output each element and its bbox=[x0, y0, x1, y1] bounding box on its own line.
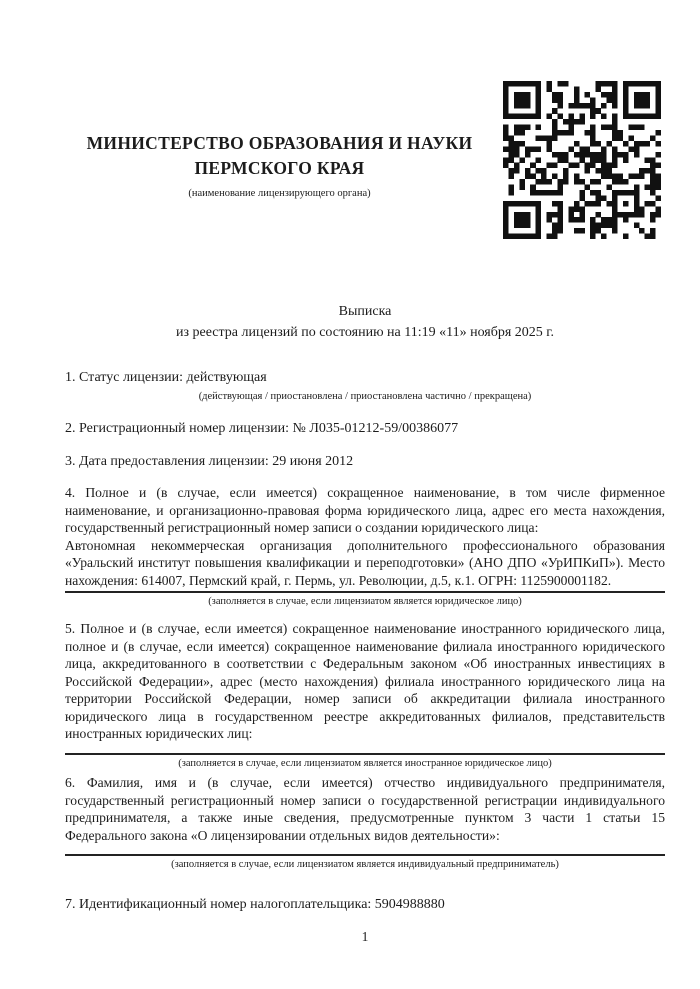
item-foreign-entity bbox=[65, 620, 665, 770]
legal-entity-question: 4. Полное и (в случае, если имеется) сокращенное наименование, в том числе фирменное наименование, и организационно-правовая форма юридического лица, адрес его места нахождения, государственный регистрационный номер записи о создании юридического лица: bbox=[65, 485, 665, 535]
document-title-line1: Выписка bbox=[338, 304, 392, 319]
license-status-options-caption: (действующая / приостановлена / приостановлена частично / прекращена) bbox=[198, 390, 532, 402]
licensing-authority-header bbox=[62, 131, 497, 200]
foreign-entity-caption: (заполняется в случае, если лицензиатом является иностранное юридическое лицо) bbox=[178, 757, 552, 769]
item-grant-date bbox=[65, 453, 665, 471]
item-license-status bbox=[65, 369, 665, 403]
ministry-name-line2: ПЕРМСКОГО КРАЯ bbox=[194, 158, 365, 178]
entrepreneur-question: 6. Фамилия, имя и (в случае, если имеется) отчество индивидуального предпринимателя, государственный регистрационный номер записи о государственной регистрации индивидуального предпринимателя, а также иные сведения, предусмотренные пунктом 3 части 1 статьи 15 Федерального закона «О лицензировании отдельных видов деятельности»: bbox=[65, 775, 665, 843]
page-number: 1 bbox=[361, 929, 369, 944]
qr-code-icon bbox=[503, 81, 661, 239]
item-entrepreneur bbox=[65, 774, 665, 871]
legal-entity-answer: Автономная некоммерческая организация дополнительного профессионального образования «Уральский институт повышения квалификации и переподготовки» (АНО ДПО «УрИПКиП»). Место нахождения: 614007, Пермский край, г. Пермь, ул. Революции, д.5, к.1. ОГРН: 1125900001182. bbox=[65, 537, 665, 588]
fill-in-line bbox=[65, 753, 665, 755]
item-registration-number bbox=[65, 420, 665, 438]
legal-entity-caption: (заполняется в случае, если лицензиатом является юридическое лицо) bbox=[208, 596, 522, 607]
item-taxpayer-id bbox=[65, 896, 665, 914]
license-status-text: 1. Статус лицензии: действующая bbox=[65, 370, 267, 385]
fill-in-line bbox=[65, 591, 665, 593]
ministry-name-line1: МИНИСТЕРСТВО ОБРАЗОВАНИЯ И НАУКИ bbox=[86, 133, 473, 153]
foreign-entity-question: 5. Полное и (в случае, если имеется) сокращенное наименование иностранного юридического лица, полное и (в случае, если имеется) сокращенное наименование филиала иностранного юридического лица, аккредитованного в соответствии с Федеральным законом «Об иностранных инвестициях в Российской Федерации», адрес (место нахождения) филиала иностранного юридического лица на территории Российской Федерации, номер записи об аккредитации филиала иностранного юридического лица в государственном реестре аккредитованных филиалов, представительств иностранных юридических лиц: bbox=[65, 621, 665, 741]
taxpayer-id-text: 7. Идентификационный номер налогоплательщика: 5904988880 bbox=[65, 897, 445, 912]
grant-date-text: 3. Дата предоставления лицензии: 29 июня 2012 bbox=[65, 454, 354, 469]
fill-in-line bbox=[65, 854, 665, 856]
item-legal-entity bbox=[65, 484, 665, 608]
document-title-line2: из реестра лицензий по состоянию на 11:19 «11» ноября 2025 г. bbox=[176, 325, 554, 340]
entrepreneur-caption: (заполняется в случае, если лицензиатом является индивидуальный предприниматель) bbox=[171, 859, 559, 870]
document-title bbox=[65, 301, 665, 343]
ministry-caption: (наименование лицензирующего органа) bbox=[188, 188, 371, 199]
registration-number-text: 2. Регистрационный номер лицензии: № Л035-01212-59/00386077 bbox=[65, 421, 459, 436]
